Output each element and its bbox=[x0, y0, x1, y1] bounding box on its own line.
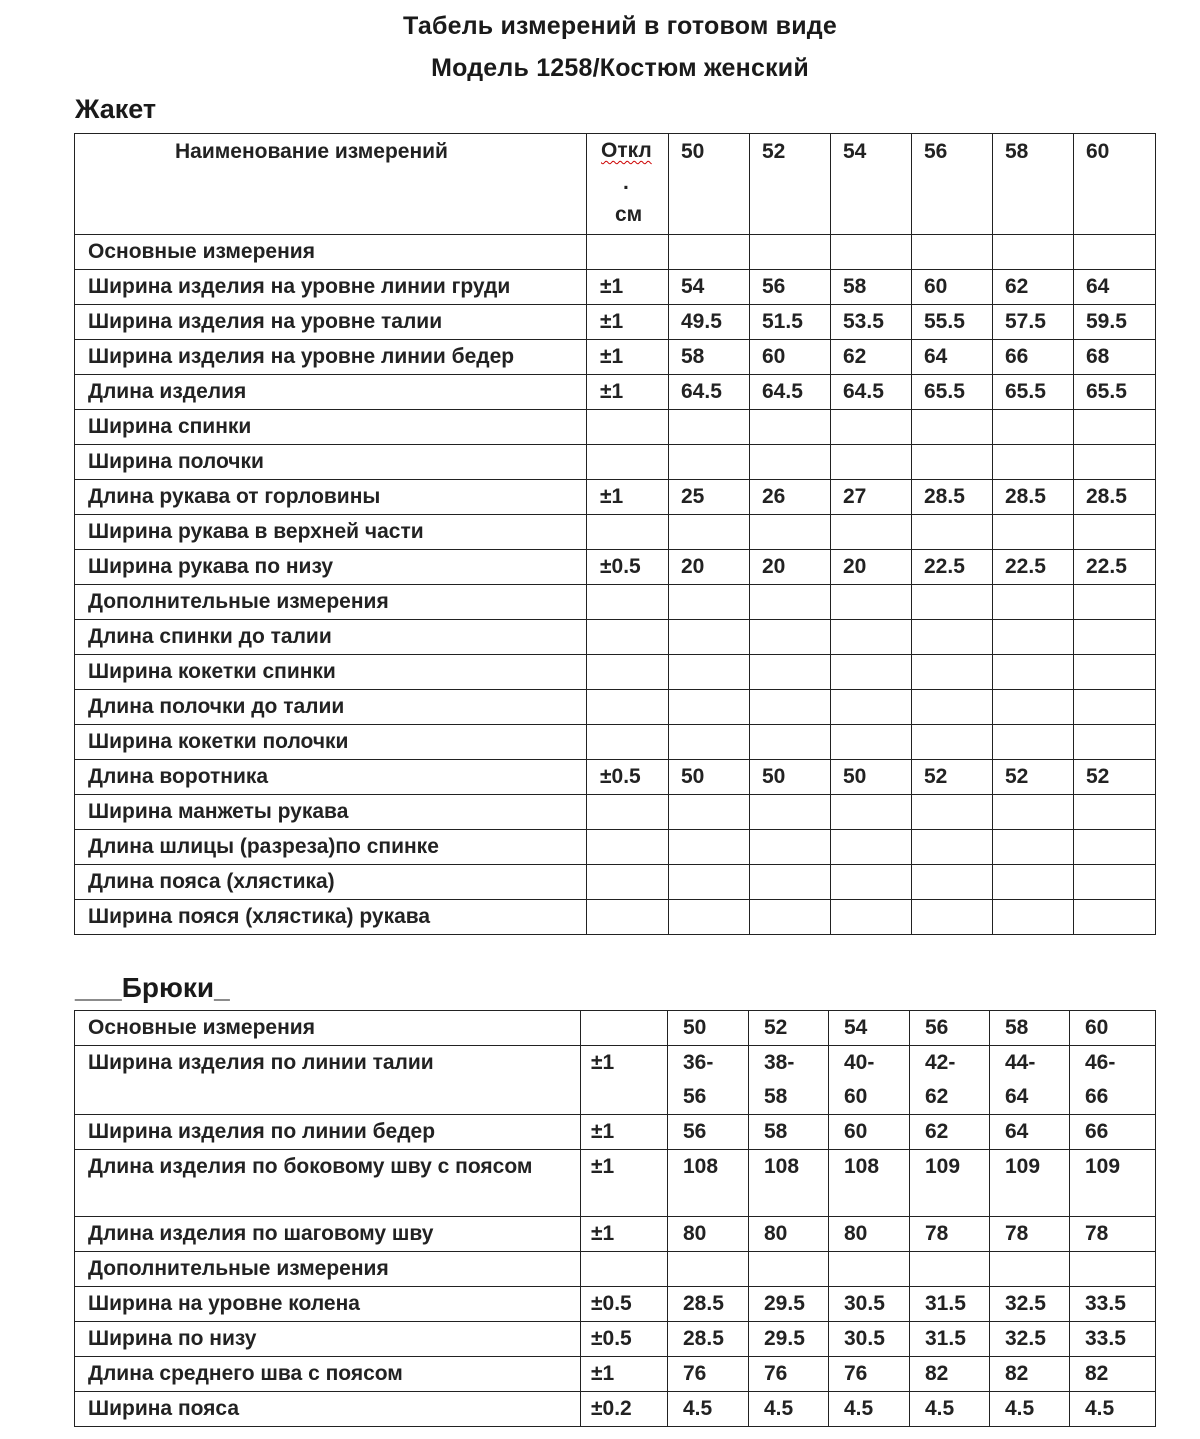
measurement-name: Длина изделия по шаговому шву bbox=[75, 1217, 581, 1252]
size-value bbox=[912, 235, 993, 270]
size-value: 78 bbox=[1070, 1217, 1156, 1252]
size-value bbox=[1074, 585, 1156, 620]
tolerance bbox=[587, 235, 669, 270]
size-value: 65.5 bbox=[1074, 375, 1156, 410]
measurement-name: Ширина изделия по линии талии bbox=[75, 1046, 581, 1115]
size-value bbox=[993, 830, 1074, 865]
tolerance bbox=[587, 620, 669, 655]
size-value: 60 bbox=[912, 270, 993, 305]
size-value bbox=[831, 900, 912, 935]
size-value bbox=[669, 445, 750, 480]
size-value: 78 bbox=[990, 1217, 1070, 1252]
table-row bbox=[75, 725, 1156, 760]
tolerance bbox=[587, 410, 669, 445]
document-subtitle: Модель 1258/Костюм женский bbox=[431, 54, 809, 82]
size-value bbox=[831, 235, 912, 270]
size-value: 20 bbox=[750, 550, 831, 585]
size-value: 65.5 bbox=[993, 375, 1074, 410]
size-value bbox=[912, 620, 993, 655]
tolerance: ±1 bbox=[587, 305, 669, 340]
table-row bbox=[75, 1217, 1156, 1252]
measurement-name: Дополнительные измерения bbox=[75, 1252, 581, 1287]
size-value: 65.5 bbox=[912, 375, 993, 410]
size-value: 109 bbox=[990, 1150, 1070, 1217]
size-value: 50 bbox=[669, 760, 750, 795]
size-value: 32.5 bbox=[990, 1287, 1070, 1322]
size-value: 66 bbox=[993, 340, 1074, 375]
tolerance bbox=[587, 795, 669, 830]
size-value bbox=[750, 725, 831, 760]
size-value bbox=[1074, 620, 1156, 655]
size-value: 33.5 bbox=[1070, 1322, 1156, 1357]
size-value bbox=[831, 690, 912, 725]
jacket-heading: Жакет bbox=[75, 94, 157, 124]
measurement-name: Ширина пояся (хлястика) рукава bbox=[75, 900, 587, 935]
size-value bbox=[669, 830, 750, 865]
table-row bbox=[75, 270, 1156, 305]
size-value: 62 bbox=[993, 270, 1074, 305]
size-value: 27 bbox=[831, 480, 912, 515]
size-value: 22.5 bbox=[1074, 550, 1156, 585]
size-value: 30.5 bbox=[829, 1322, 910, 1357]
size-value: 4.5 bbox=[990, 1392, 1070, 1427]
size-value: 56 bbox=[668, 1115, 749, 1150]
size-value: 4.5 bbox=[749, 1392, 829, 1427]
pants-header-row bbox=[75, 1011, 1156, 1046]
size-value: 40- 60 bbox=[829, 1046, 910, 1115]
header-size: 52 bbox=[750, 134, 831, 235]
size-value bbox=[831, 515, 912, 550]
header-measurement-name: Наименование измерений bbox=[75, 134, 587, 235]
size-value: 64.5 bbox=[831, 375, 912, 410]
size-value: 4.5 bbox=[1070, 1392, 1156, 1427]
table-row bbox=[75, 655, 1156, 690]
size-value bbox=[1074, 655, 1156, 690]
size-value bbox=[750, 445, 831, 480]
size-value bbox=[750, 830, 831, 865]
measurement-name: Ширина изделия на уровне линии бедер bbox=[75, 340, 587, 375]
size-value bbox=[831, 795, 912, 830]
tolerance: ±1 bbox=[581, 1217, 668, 1252]
header-size: 58 bbox=[990, 1011, 1070, 1046]
tolerance: ±1 bbox=[581, 1046, 668, 1115]
size-value bbox=[750, 410, 831, 445]
size-value: 58 bbox=[749, 1115, 829, 1150]
size-value bbox=[1074, 690, 1156, 725]
tolerance: ±0.5 bbox=[587, 760, 669, 795]
measurement-name: Длина изделия bbox=[75, 375, 587, 410]
size-value bbox=[1074, 900, 1156, 935]
tolerance bbox=[587, 830, 669, 865]
header-tolerance-3: см bbox=[615, 203, 643, 226]
size-value bbox=[993, 235, 1074, 270]
size-value bbox=[831, 830, 912, 865]
table-row bbox=[75, 1150, 1156, 1217]
size-value bbox=[750, 865, 831, 900]
tolerance bbox=[587, 690, 669, 725]
table-row bbox=[75, 690, 1156, 725]
size-value: 20 bbox=[831, 550, 912, 585]
tolerance: ±1 bbox=[581, 1150, 668, 1217]
table-row bbox=[75, 1115, 1156, 1150]
table-row bbox=[75, 1392, 1156, 1427]
tolerance bbox=[587, 585, 669, 620]
size-value: 46- 66 bbox=[1070, 1046, 1156, 1115]
size-value: 32.5 bbox=[990, 1322, 1070, 1357]
size-value bbox=[750, 655, 831, 690]
tolerance: ±1 bbox=[587, 270, 669, 305]
size-value bbox=[669, 515, 750, 550]
size-value bbox=[1074, 515, 1156, 550]
size-value: 62 bbox=[831, 340, 912, 375]
size-value bbox=[1074, 830, 1156, 865]
measurement-name: Ширина пояса bbox=[75, 1392, 581, 1427]
header-tolerance-1: Откл bbox=[601, 139, 652, 162]
size-value: 22.5 bbox=[993, 550, 1074, 585]
header-measurement-name: Основные измерения bbox=[75, 1011, 581, 1046]
measurement-name: Ширина спинки bbox=[75, 410, 587, 445]
size-value: 64.5 bbox=[750, 375, 831, 410]
size-value: 4.5 bbox=[668, 1392, 749, 1427]
measurement-name: Длина спинки до талии bbox=[75, 620, 587, 655]
tolerance: ±1 bbox=[581, 1357, 668, 1392]
header-size: 50 bbox=[668, 1011, 749, 1046]
size-value: 53.5 bbox=[831, 305, 912, 340]
size-value: 30.5 bbox=[829, 1287, 910, 1322]
measurement-name: Ширина манжеты рукава bbox=[75, 795, 587, 830]
size-value bbox=[990, 1252, 1070, 1287]
table-row bbox=[75, 445, 1156, 480]
header-tolerance-2: . bbox=[623, 171, 629, 194]
header-tolerance bbox=[587, 134, 669, 235]
table-row bbox=[75, 1357, 1156, 1392]
tolerance bbox=[587, 725, 669, 760]
size-value bbox=[750, 690, 831, 725]
measurement-name: Длина среднего шва с поясом bbox=[75, 1357, 581, 1392]
table-row bbox=[75, 550, 1156, 585]
size-value: 52 bbox=[993, 760, 1074, 795]
header-tolerance bbox=[581, 1011, 668, 1046]
size-value: 82 bbox=[910, 1357, 990, 1392]
size-value: 108 bbox=[668, 1150, 749, 1217]
size-value: 58 bbox=[669, 340, 750, 375]
size-value bbox=[912, 725, 993, 760]
table-row bbox=[75, 865, 1156, 900]
size-value bbox=[993, 655, 1074, 690]
size-value: 4.5 bbox=[910, 1392, 990, 1427]
size-value bbox=[669, 655, 750, 690]
size-value: 64 bbox=[1074, 270, 1156, 305]
table-row bbox=[75, 1322, 1156, 1357]
size-value: 22.5 bbox=[912, 550, 993, 585]
measurement-name: Ширина кокетки спинки bbox=[75, 655, 587, 690]
measurement-name: Длина полочки до талии bbox=[75, 690, 587, 725]
measurement-name: Длина воротника bbox=[75, 760, 587, 795]
size-value: 68 bbox=[1074, 340, 1156, 375]
tolerance: ±1 bbox=[587, 340, 669, 375]
size-value: 108 bbox=[829, 1150, 910, 1217]
size-value: 31.5 bbox=[910, 1322, 990, 1357]
size-value bbox=[831, 410, 912, 445]
size-value bbox=[669, 795, 750, 830]
measurement-name: Ширина на уровне колена bbox=[75, 1287, 581, 1322]
size-value bbox=[750, 795, 831, 830]
size-value bbox=[669, 690, 750, 725]
size-value bbox=[749, 1252, 829, 1287]
size-value: 4.5 bbox=[829, 1392, 910, 1427]
size-value bbox=[1070, 1252, 1156, 1287]
table-row bbox=[75, 235, 1156, 270]
measurement-name: Длина изделия по боковому шву с поясом bbox=[75, 1150, 581, 1217]
size-value: 80 bbox=[668, 1217, 749, 1252]
size-value: 26 bbox=[750, 480, 831, 515]
tolerance: ±0.5 bbox=[581, 1287, 668, 1322]
size-value: 62 bbox=[910, 1115, 990, 1150]
size-value bbox=[912, 410, 993, 445]
size-value: 76 bbox=[749, 1357, 829, 1392]
header-size: 54 bbox=[829, 1011, 910, 1046]
header-size: 50 bbox=[669, 134, 750, 235]
size-value: 28.5 bbox=[912, 480, 993, 515]
size-value bbox=[669, 865, 750, 900]
size-value bbox=[1074, 410, 1156, 445]
size-value: 28.5 bbox=[993, 480, 1074, 515]
jacket-header-row bbox=[75, 134, 1156, 235]
size-value bbox=[1074, 235, 1156, 270]
size-value bbox=[1074, 865, 1156, 900]
measurement-name: Ширина рукава в верхней части bbox=[75, 515, 587, 550]
size-value bbox=[669, 725, 750, 760]
size-value: 82 bbox=[1070, 1357, 1156, 1392]
size-value bbox=[993, 410, 1074, 445]
size-value: 80 bbox=[749, 1217, 829, 1252]
size-value: 25 bbox=[669, 480, 750, 515]
size-value bbox=[669, 900, 750, 935]
size-value bbox=[669, 620, 750, 655]
measurement-name: Ширина изделия на уровне талии bbox=[75, 305, 587, 340]
table-row bbox=[75, 830, 1156, 865]
table-row bbox=[75, 375, 1156, 410]
size-value bbox=[669, 585, 750, 620]
measurement-name: Длина шлицы (разреза)по спинке bbox=[75, 830, 587, 865]
size-value bbox=[831, 725, 912, 760]
tolerance bbox=[587, 655, 669, 690]
tolerance bbox=[587, 900, 669, 935]
size-value: 50 bbox=[750, 760, 831, 795]
size-value: 50 bbox=[831, 760, 912, 795]
size-value: 58 bbox=[831, 270, 912, 305]
size-value: 28.5 bbox=[668, 1287, 749, 1322]
size-value bbox=[993, 620, 1074, 655]
tolerance bbox=[581, 1252, 668, 1287]
size-value: 108 bbox=[749, 1150, 829, 1217]
tolerance bbox=[587, 515, 669, 550]
size-value: 57.5 bbox=[993, 305, 1074, 340]
size-value bbox=[829, 1252, 910, 1287]
size-value bbox=[912, 585, 993, 620]
header-size: 54 bbox=[831, 134, 912, 235]
table-row bbox=[75, 900, 1156, 935]
table-row bbox=[75, 515, 1156, 550]
size-value bbox=[993, 515, 1074, 550]
size-value bbox=[912, 865, 993, 900]
header-size: 58 bbox=[993, 134, 1074, 235]
tolerance: ±1 bbox=[587, 375, 669, 410]
size-value bbox=[1074, 795, 1156, 830]
size-value bbox=[912, 795, 993, 830]
header-size: 56 bbox=[910, 1011, 990, 1046]
size-value: 29.5 bbox=[749, 1287, 829, 1322]
size-value: 109 bbox=[910, 1150, 990, 1217]
size-value: 49.5 bbox=[669, 305, 750, 340]
tolerance: ±1 bbox=[587, 480, 669, 515]
measurement-name: Длина пояса (хлястика) bbox=[75, 865, 587, 900]
table-row bbox=[75, 795, 1156, 830]
jacket-measurements-table bbox=[74, 133, 1156, 935]
size-value bbox=[993, 445, 1074, 480]
size-value bbox=[831, 620, 912, 655]
size-value: 80 bbox=[829, 1217, 910, 1252]
size-value: 20 bbox=[669, 550, 750, 585]
pants-measurements-table bbox=[74, 1010, 1156, 1427]
size-value bbox=[750, 235, 831, 270]
size-value: 64.5 bbox=[669, 375, 750, 410]
size-value bbox=[993, 585, 1074, 620]
size-value: 28.5 bbox=[668, 1322, 749, 1357]
size-value: 54 bbox=[669, 270, 750, 305]
size-value: 52 bbox=[912, 760, 993, 795]
size-value: 64 bbox=[990, 1115, 1070, 1150]
table-row bbox=[75, 585, 1156, 620]
table-row bbox=[75, 620, 1156, 655]
size-value bbox=[910, 1252, 990, 1287]
size-value: 76 bbox=[829, 1357, 910, 1392]
size-value bbox=[912, 515, 993, 550]
size-value bbox=[912, 655, 993, 690]
size-value bbox=[993, 900, 1074, 935]
pants-heading: ___Брюки_ bbox=[75, 972, 230, 1003]
size-value bbox=[912, 445, 993, 480]
size-value: 28.5 bbox=[1074, 480, 1156, 515]
size-value bbox=[750, 900, 831, 935]
size-value: 44- 64 bbox=[990, 1046, 1070, 1115]
measurement-name: Дополнительные измерения bbox=[75, 585, 587, 620]
size-value bbox=[668, 1252, 749, 1287]
size-value: 59.5 bbox=[1074, 305, 1156, 340]
measurement-name: Ширина по низу bbox=[75, 1322, 581, 1357]
measurement-name: Ширина изделия по линии бедер bbox=[75, 1115, 581, 1150]
size-value: 31.5 bbox=[910, 1287, 990, 1322]
header-size: 56 bbox=[912, 134, 993, 235]
size-value: 66 bbox=[1070, 1115, 1156, 1150]
size-value bbox=[750, 620, 831, 655]
size-value bbox=[669, 235, 750, 270]
size-value bbox=[831, 445, 912, 480]
size-value bbox=[1074, 725, 1156, 760]
measurement-name: Ширина кокетки полочки bbox=[75, 725, 587, 760]
table-row bbox=[75, 1252, 1156, 1287]
size-value: 60 bbox=[829, 1115, 910, 1150]
measurement-name: Ширина полочки bbox=[75, 445, 587, 480]
measurement-name: Длина рукава от горловины bbox=[75, 480, 587, 515]
header-size: 60 bbox=[1074, 134, 1156, 235]
size-value bbox=[831, 585, 912, 620]
document-title: Табель измерений в готовом виде bbox=[403, 12, 837, 40]
size-value: 78 bbox=[910, 1217, 990, 1252]
size-value: 76 bbox=[668, 1357, 749, 1392]
tolerance: ±1 bbox=[581, 1115, 668, 1150]
table-row bbox=[75, 760, 1156, 795]
table-row bbox=[75, 1287, 1156, 1322]
tolerance bbox=[587, 445, 669, 480]
tolerance: ±0.5 bbox=[587, 550, 669, 585]
tolerance: ±0.5 bbox=[581, 1322, 668, 1357]
measurement-name: Ширина рукава по низу bbox=[75, 550, 587, 585]
size-value bbox=[993, 725, 1074, 760]
tolerance: ±0.2 bbox=[581, 1392, 668, 1427]
size-value bbox=[1074, 445, 1156, 480]
size-value: 36- 56 bbox=[668, 1046, 749, 1115]
size-value: 55.5 bbox=[912, 305, 993, 340]
size-value bbox=[993, 865, 1074, 900]
size-value bbox=[912, 690, 993, 725]
size-value: 109 bbox=[1070, 1150, 1156, 1217]
size-value bbox=[750, 515, 831, 550]
table-row bbox=[75, 305, 1156, 340]
size-value: 60 bbox=[750, 340, 831, 375]
measurement-name: Основные измерения bbox=[75, 235, 587, 270]
size-value: 64 bbox=[912, 340, 993, 375]
table-row bbox=[75, 410, 1156, 445]
measurement-name: Ширина изделия на уровне линии груди bbox=[75, 270, 587, 305]
size-value bbox=[912, 900, 993, 935]
size-value bbox=[993, 795, 1074, 830]
size-value bbox=[750, 585, 831, 620]
size-value bbox=[831, 655, 912, 690]
table-row bbox=[75, 340, 1156, 375]
header-size: 60 bbox=[1070, 1011, 1156, 1046]
table-row bbox=[75, 480, 1156, 515]
table-row bbox=[75, 1046, 1156, 1115]
size-value: 33.5 bbox=[1070, 1287, 1156, 1322]
size-value bbox=[669, 410, 750, 445]
size-value: 29.5 bbox=[749, 1322, 829, 1357]
size-value: 42- 62 bbox=[910, 1046, 990, 1115]
tolerance bbox=[587, 865, 669, 900]
size-value: 38- 58 bbox=[749, 1046, 829, 1115]
size-value bbox=[993, 690, 1074, 725]
header-size: 52 bbox=[749, 1011, 829, 1046]
size-value: 56 bbox=[750, 270, 831, 305]
size-value bbox=[912, 830, 993, 865]
size-value: 51.5 bbox=[750, 305, 831, 340]
size-value bbox=[831, 865, 912, 900]
size-value: 82 bbox=[990, 1357, 1070, 1392]
size-value: 52 bbox=[1074, 760, 1156, 795]
